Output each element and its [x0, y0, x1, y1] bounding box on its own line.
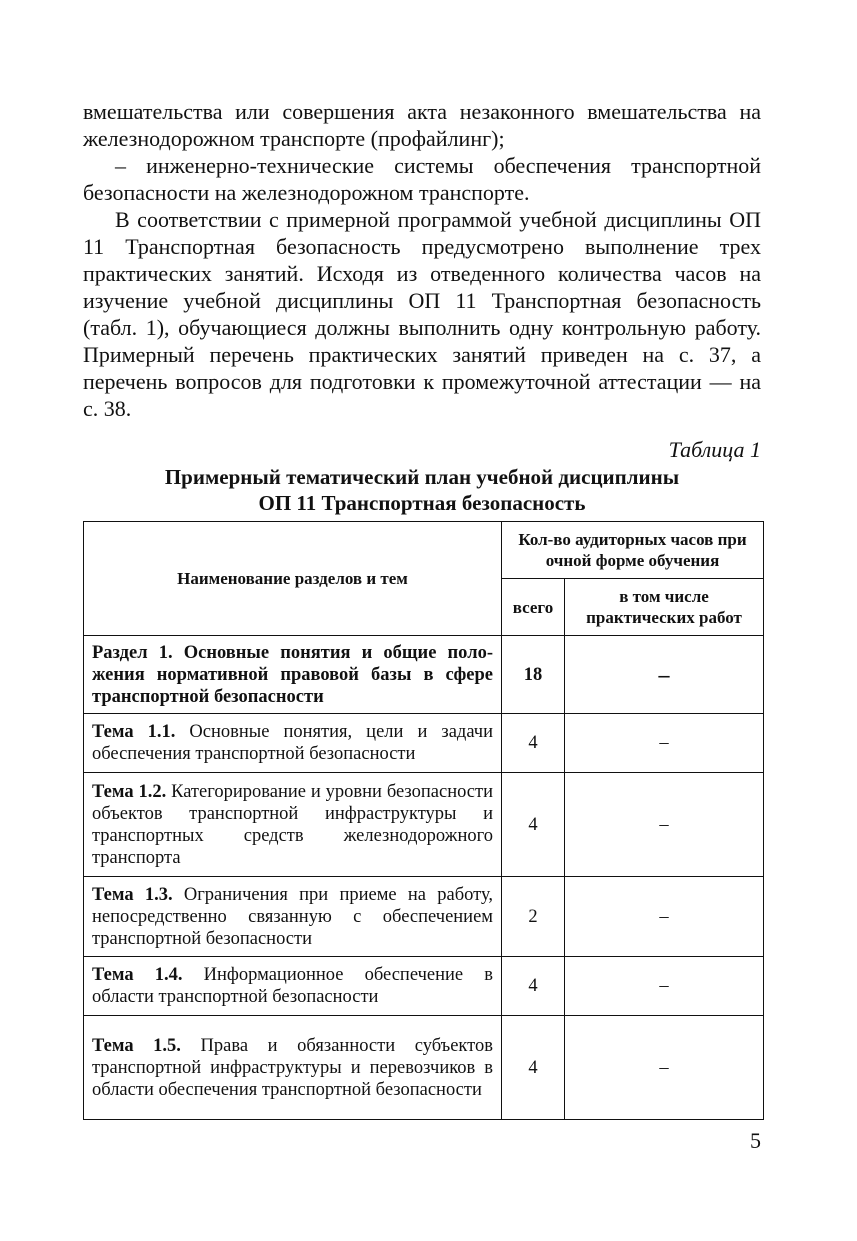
row-prefix: Тема 1.5. — [92, 1035, 181, 1056]
row-name-cell — [84, 773, 502, 877]
table-row — [84, 773, 764, 877]
table-label: Таблица 1 — [668, 437, 761, 462]
row-name-cell — [84, 877, 502, 957]
row-practical: – — [565, 714, 764, 773]
row-prefix: Тема 1.3. — [92, 884, 173, 905]
row-prefix: Тема 1.1. — [92, 722, 176, 742]
row-text: Основные понятия, цели и задачи обеспечения транспортной безопасности — [92, 722, 494, 764]
row-prefix: Тема 1.2. — [92, 781, 167, 802]
thematic-plan-table — [83, 521, 764, 1120]
paragraph-list-item: – инженерно-технические системы обеспечения транспортной безопасности на железнодорожном транспорте. — [83, 153, 761, 205]
row-total: 4 — [502, 714, 565, 773]
row-practical: – — [565, 957, 764, 1016]
row-text: Основные понятия и общие положения нормативной правовой базы в сфере транспортной безопасности — [92, 642, 493, 707]
table-title-line-2: ОП 11 Транспортная безопасность — [258, 491, 586, 515]
table-header-row — [84, 522, 764, 579]
header-practical: в том числе практических работ — [565, 579, 764, 636]
table-row — [84, 636, 764, 714]
row-practical: – — [565, 1016, 764, 1120]
row-text: Права и обязанности субъектов транспортной инфраструктуры и перевозчиков в области обеспечения транспортной безопасности — [92, 1035, 494, 1100]
paragraph-main: В соответствии с примерной программой учебной дисциплины ОП 11 Транспортная безопасность предусмотрено выполнение трех практических занятий. Исходя из отведенного количества часов на изучение учебной дисциплины ОП 11 Транспортная безопасность (табл. 1), обучающиеся должны выполнить одну контрольную работу. Примерный перечень практических занятий приведен на с. 37, а перечень вопросов для подготовки к промежуточной аттестации — на с. 38. — [83, 207, 761, 421]
row-name-cell — [84, 957, 502, 1016]
table-title — [83, 464, 761, 516]
row-practical: – — [565, 636, 764, 714]
header-total: всего — [502, 579, 565, 636]
row-total: 2 — [502, 877, 565, 957]
table-row — [84, 957, 764, 1016]
table-row — [84, 1016, 764, 1120]
row-prefix: Раздел 1. — [92, 642, 173, 663]
row-prefix: Тема 1.4. — [92, 965, 183, 985]
row-practical: – — [565, 773, 764, 877]
row-total: 4 — [502, 773, 565, 877]
row-name-cell — [84, 1016, 502, 1120]
table-row — [84, 877, 764, 957]
page-content — [83, 98, 761, 1120]
page-number: 5 — [750, 1128, 761, 1153]
row-total: 18 — [502, 636, 565, 714]
row-text: Информационное обеспечение в области транспортной безопасности — [92, 965, 494, 1007]
row-practical: – — [565, 877, 764, 957]
row-name-cell — [84, 636, 502, 714]
row-total: 4 — [502, 957, 565, 1016]
row-name-cell — [84, 714, 502, 773]
row-text: Категорирование и уровни безопасности объектов транспортной инфраструктуры и транспортных средств железнодорожного транспорта — [92, 781, 493, 868]
row-text: Ограничения при приеме на работу, непосредственно связанную с обеспечением транспортной безопасности — [92, 884, 494, 949]
header-section-names: Наименование разделов и тем — [84, 522, 502, 636]
header-hours: Кол-во аудиторных часов при очной форме обучения — [502, 522, 764, 579]
paragraph-continuation: вмешательства или совершения акта незаконного вмешательства на железнодорожном транспорте (профайлинг); — [83, 99, 761, 151]
table-title-line-1: Примерный тематический план учебной дисциплины — [164, 465, 680, 489]
row-total: 4 — [502, 1016, 565, 1120]
table-row — [84, 714, 764, 773]
